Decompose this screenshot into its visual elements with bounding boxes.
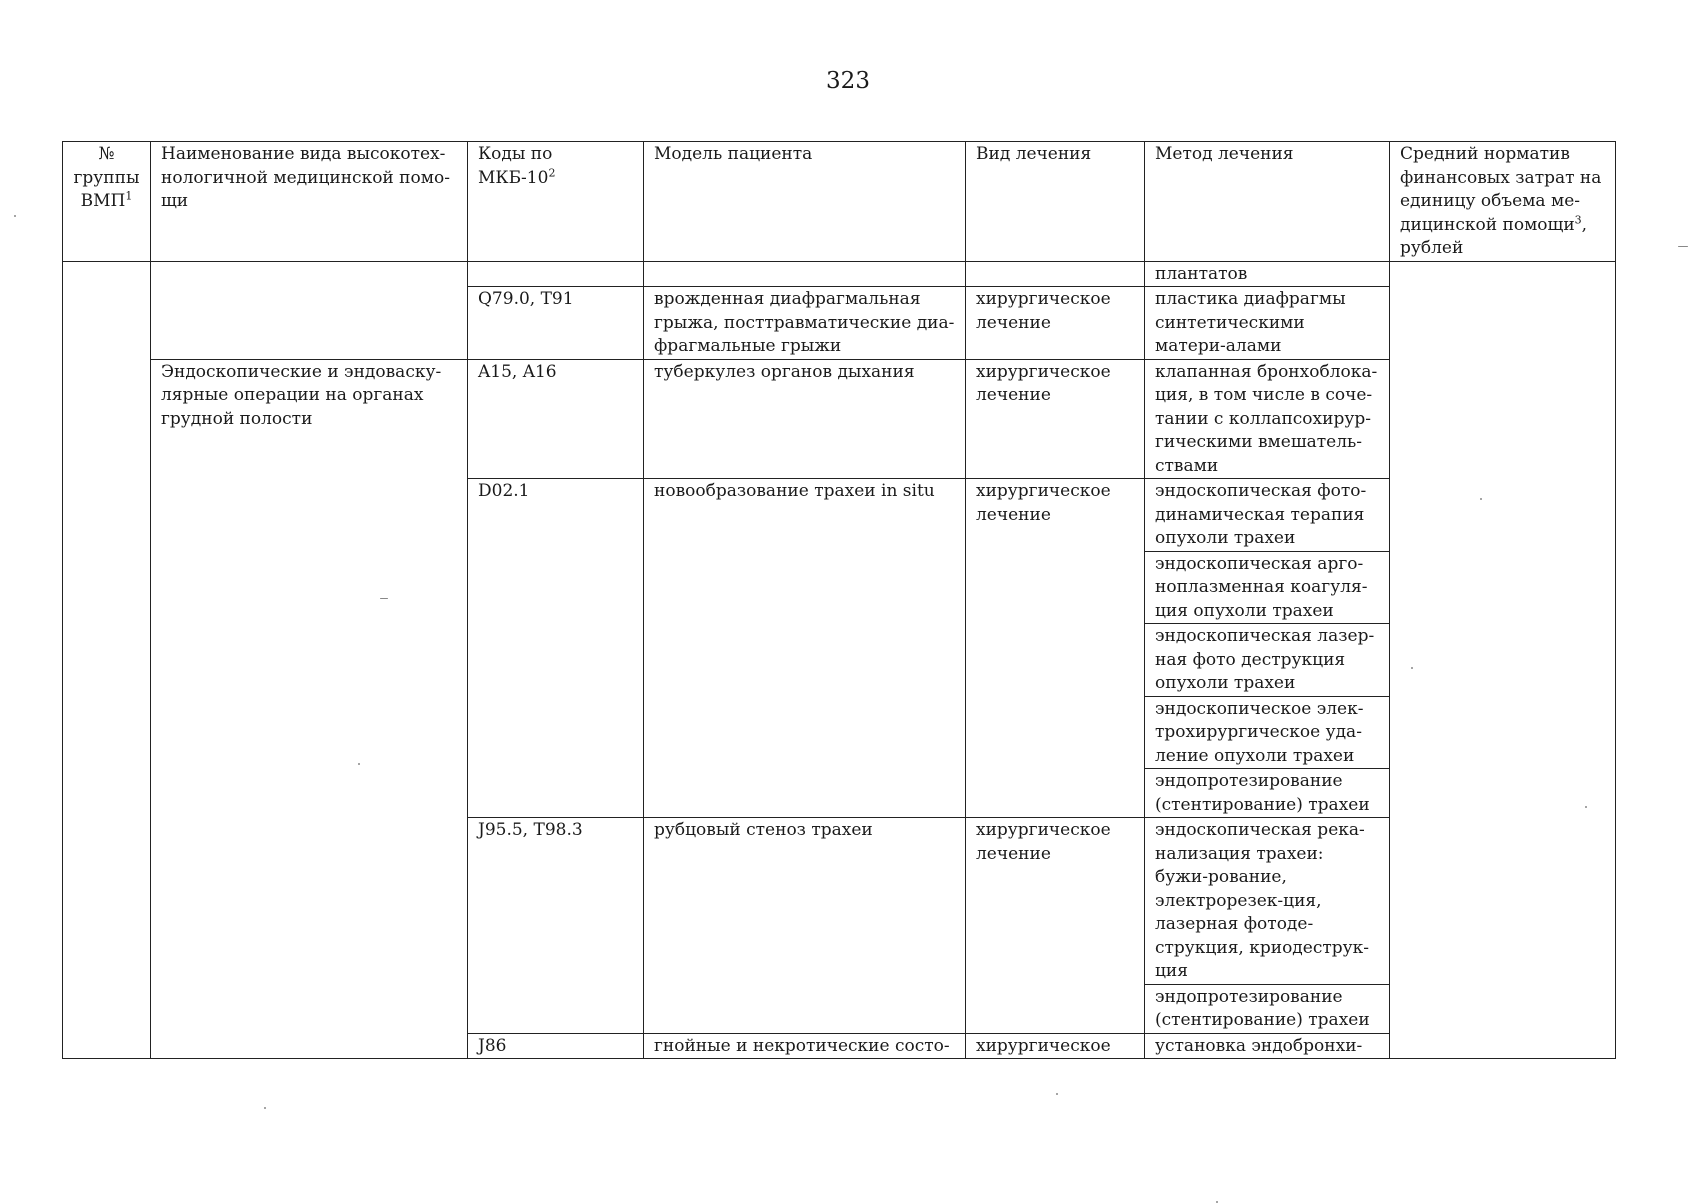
type-cell (966, 261, 1145, 287)
method-cell: эндоскопическая арго-ноплазменная коагуля-ция опухоли трахеи (1145, 551, 1390, 624)
cost-cell (1390, 261, 1616, 1059)
care-name-cell (151, 261, 468, 359)
header-treatment-type: Вид лечения (966, 142, 1145, 262)
model-cell: гнойные и некротические состо- (644, 1033, 966, 1059)
scan-speck (1411, 667, 1413, 669)
type-cell: хирургическое лечение (966, 818, 1145, 1034)
model-cell: туберкулез органов дыхания (644, 359, 966, 479)
care-name-cell: Эндоскопические и эндоваску-лярные операции на органах грудной полости (151, 359, 468, 1059)
table-row (63, 359, 1616, 479)
model-cell: рубцовый стеноз трахеи (644, 818, 966, 1034)
method-cell: установка эндобронхи- (1145, 1033, 1390, 1059)
header-patient-model: Модель пациента (644, 142, 966, 262)
type-cell: хирургическое (966, 1033, 1145, 1059)
header-treatment-method: Метод лечения (1145, 142, 1390, 262)
vmp-table (62, 141, 1616, 1059)
scan-speck (1585, 806, 1587, 808)
method-cell: пластика диафрагмы синтетическими матери-алами (1145, 287, 1390, 360)
scan-speck (358, 763, 360, 765)
model-cell: новообразование трахеи in situ (644, 479, 966, 818)
header-icd-codes: Коды по МКБ-$10^2$ (468, 142, 644, 262)
model-cell (644, 261, 966, 287)
scan-speck (380, 598, 388, 599)
method-cell: эндоскопическая река-нализация трахеи: бужи-рование, электрорезек-ция, лазерная фотоде-струкция, криодеструк-ция (1145, 818, 1390, 985)
codes-cell (468, 261, 644, 287)
codes-cell: J95.5, T98.3 (468, 818, 644, 1034)
method-cell: эндоскопическое элек-трохирургическое уда-ление опухоли трахеи (1145, 696, 1390, 769)
scan-speck (1480, 498, 1482, 500)
codes-cell: Q79.0, T91 (468, 287, 644, 360)
method-cell: эндоскопическая лазер-ная фото деструкция опухоли трахеи (1145, 624, 1390, 697)
header-group-no: № группы ВМП$^1$ (63, 142, 151, 262)
type-cell: хирургическое лечение (966, 479, 1145, 818)
scan-speck (264, 1107, 266, 1109)
header-avg-cost: Средний норматив финансовых затрат на единицу объема ме-дицинской помощи$^3$, рублей (1390, 142, 1616, 262)
scan-speck (14, 215, 16, 217)
method-cell: плантатов (1145, 261, 1390, 287)
type-cell: хирургическое лечение (966, 287, 1145, 360)
model-cell: врожденная диафрагмальная грыжа, посттравматические диа-фрагмальные грыжи (644, 287, 966, 360)
table-header-row (63, 142, 1616, 262)
method-cell: эндопротезирование (стентирование) трахеи (1145, 769, 1390, 818)
page-number: 323 (826, 68, 870, 94)
method-cell: эндопротезирование (стентирование) трахеи (1145, 984, 1390, 1033)
group-no-cell (63, 261, 151, 1059)
method-cell: клапанная бронхоблока-ция, в том числе в соче-тании с коллапсохирур-гическими вмешатель-ствами (1145, 359, 1390, 479)
method-cell: эндоскопическая фото-динамическая терапия опухоли трахеи (1145, 479, 1390, 552)
scan-speck (1056, 1093, 1058, 1095)
codes-cell: A15, A16 (468, 359, 644, 479)
codes-cell: J86 (468, 1033, 644, 1059)
type-cell: хирургическое лечение (966, 359, 1145, 479)
table-row (63, 261, 1616, 287)
scan-speck (1678, 246, 1688, 247)
codes-cell: D02.1 (468, 479, 644, 818)
header-care-name: Наименование вида высокотех-нологичной медицинской помо-щи (151, 142, 468, 262)
